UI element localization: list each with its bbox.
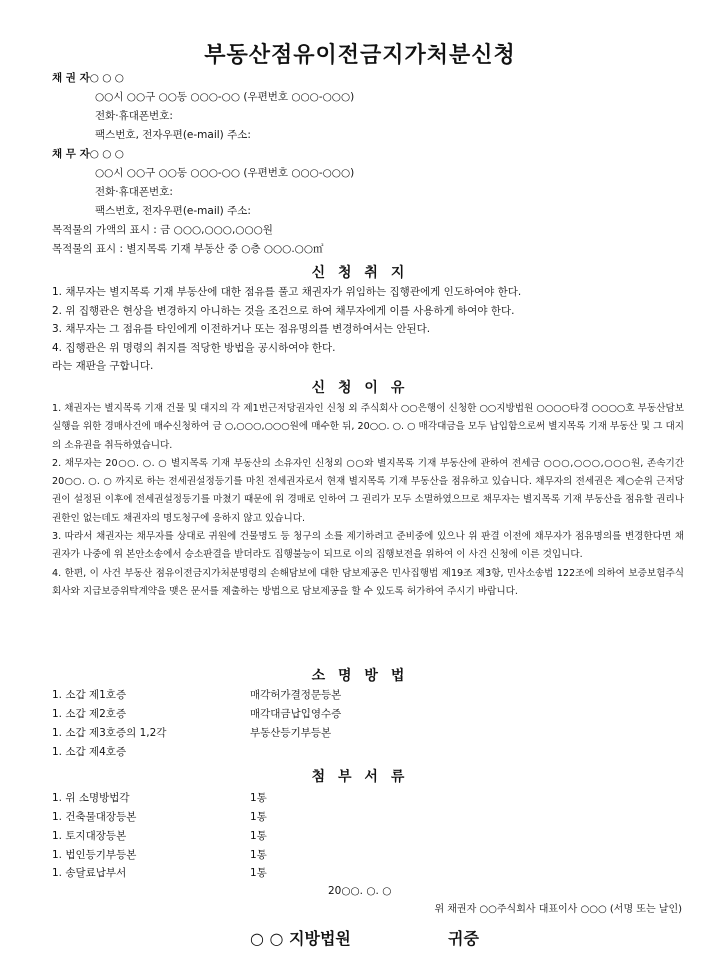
attachment-count: 1통 (250, 867, 267, 879)
reason-paragraph: 2. 채무자는 20○○. ○. ○ 별지목록 기재 부동산의 소유자인 신청외 ○○와 별지목록 기재 부동산에 관하여 전세금 ○○○,○○○,○○○원, 존속기간 20○○. ○. ○ 까지로 하는 전세권설정등기를 마친 전세권자로서 현재 별지목록 기재 부동산을 점유하고 있습니다. 채무자의 전세권은 제○순위 근저당권이 설정된 이후에 전세권설정등기를 마쳤기 때문에 위 경매로 인하여 그 권리가 모두 소멸하였으므로 채무자는 별지목록 기재 부동산을 점유할 권리나 권한인 없는데도 채권자의 명도청구에 응하지 않고 있습니다. (52, 457, 684, 524)
attachment-count: 1통 (250, 849, 267, 861)
creditor-label: 채 권 자 (52, 72, 90, 84)
purpose-list (52, 283, 684, 376)
evidence-item: 1. 소갑 제1호증 (52, 689, 127, 701)
attachment-row (52, 848, 267, 862)
signature-line: 위 채권자 ○○주식회사 대표이사 ○○○ (서명 또는 날인) (434, 904, 682, 915)
debtor-phone: 전화·휴대폰번호: (95, 186, 173, 198)
reason-paragraph: 4. 한편, 이 사건 부동산 점유이전금지가처분명령의 손해담보에 대한 담보제공은 민사집행법 제19조 제3항, 민사소송법 122조에 의하여 보증보험주식회사와 지급보증위탁계약을 맺은 문서를 제출하는 방법으로 담보제공을 할 수 있도록 허가하여 주시기 바랍니다. (52, 567, 684, 597)
reasons-heading: 신 청 이 유 (311, 380, 409, 396)
attachment-count: 1통 (250, 830, 267, 842)
object-description: 목적물의 표시 : 별지목록 기재 부동산 중 ○층 ○○○.○○㎡ (52, 243, 324, 255)
attachment-item: 1. 위 소명방법각 (52, 792, 130, 804)
creditor-line (52, 71, 124, 85)
evidence-row (52, 745, 126, 759)
evidence-row (52, 688, 342, 702)
purpose-item: 2. 위 집행관은 현상을 변경하지 아니하는 것을 조건으로 하여 채무자에게 이를 사용하게 하여야 한다. (52, 304, 515, 317)
evidence-heading: 소 명 방 법 (311, 668, 409, 684)
evidence-item: 1. 소갑 제2호증 (52, 708, 127, 720)
evidence-item: 1. 소갑 제4호증 (52, 746, 127, 758)
evidence-desc: 매각허가결정문등본 (250, 689, 342, 701)
debtor-fax-email: 팩스번호, 전자우편(e-mail) 주소: (95, 205, 251, 217)
attachment-row (52, 866, 267, 880)
creditor-phone: 전화·휴대폰번호: (95, 110, 173, 122)
evidence-row (52, 726, 332, 740)
purpose-closing: 라는 재판을 구합니다. (52, 360, 154, 372)
creditor-address: ○○시 ○○구 ○○동 ○○○-○○ (우편번호 ○○○-○○○) (95, 91, 355, 103)
reason-paragraph: 3. 따라서 채권자는 채무자를 상대로 귀원에 건물명도 등 청구의 소를 제기하려고 준비중에 있으나 위 판결 이전에 채무자가 점유명의를 변경한다면 채권자가 나중에 위 본안소송에서 승소판결을 받더라도 집행불능이 되므로 이의 집행보전을 위하여 이 사건 신청에 이른 것입니다. (52, 531, 684, 561)
creditor-name: ○ ○ ○ (89, 72, 124, 84)
evidence-desc: 매각대금납입영수증 (250, 708, 342, 720)
attachment-row (52, 810, 267, 824)
attachment-row (52, 791, 267, 805)
court-suffix: 귀중 (448, 929, 479, 948)
attachment-item: 1. 건축물대장등본 (52, 811, 137, 823)
evidence-item: 1. 소갑 제3호증의 1,2각 (52, 727, 167, 739)
attachment-count: 1통 (250, 811, 267, 823)
debtor-line (52, 147, 124, 161)
creditor-fax-email: 팩스번호, 전자우편(e-mail) 주소: (95, 129, 251, 141)
debtor-address: ○○시 ○○구 ○○동 ○○○-○○ (우편번호 ○○○-○○○) (95, 167, 355, 179)
filing-date: 20○○. ○. ○ (328, 885, 392, 897)
purpose-heading: 신 청 취 지 (311, 265, 409, 281)
attachment-item: 1. 토지대장등본 (52, 830, 127, 842)
debtor-name: ○ ○ ○ (89, 148, 124, 160)
court-name: ○ ○ 지방법원 (250, 929, 351, 948)
attachments-heading: 첨 부 서 류 (311, 769, 409, 785)
attachment-count: 1통 (250, 792, 267, 804)
evidence-row (52, 707, 342, 721)
purpose-item: 1. 채무자는 별지목록 기재 부동산에 대한 점유를 풀고 채권자가 위임하는 집행관에게 인도하여야 한다. (52, 286, 522, 298)
reason-paragraph: 1. 채권자는 별지목록 기재 건물 및 대지의 각 제1번근저당권자인 신청 외 주식회사 ○○은행이 신청한 ○○지방법원 ○○○○타경 ○○○○호 부동산담보실행을 위한 경매사건에 매수신청하여 금 ○,○○○,○○○원에 매수한 뒤, 20○○. ○. ○ 매각대금을 모두 납입함으로써 별지목록 기재 부동산 및 그 대지의 소유권을 취득하였습니다. (52, 403, 684, 451)
document-title: 부동산점유이전금지가처분신청 (204, 43, 516, 68)
attachment-item: 1. 송달료납부서 (52, 867, 127, 879)
debtor-label: 채 무 자 (52, 148, 90, 160)
purpose-item: 3. 채무자는 그 점유를 타인에게 이전하거나 또는 점유명의를 변경하여서는 안된다. (52, 323, 431, 335)
reasons-body (52, 400, 684, 601)
object-value: 목적물의 가액의 표시 : 금 ○○○,○○○,○○○원 (52, 224, 273, 236)
purpose-item: 4. 집행관은 위 명령의 취지를 적당한 방법을 공시하여야 한다. (52, 341, 336, 354)
evidence-desc: 부동산등기부등본 (250, 727, 332, 739)
attachment-item: 1. 법인등기부등본 (52, 849, 137, 861)
attachment-row (52, 829, 267, 843)
